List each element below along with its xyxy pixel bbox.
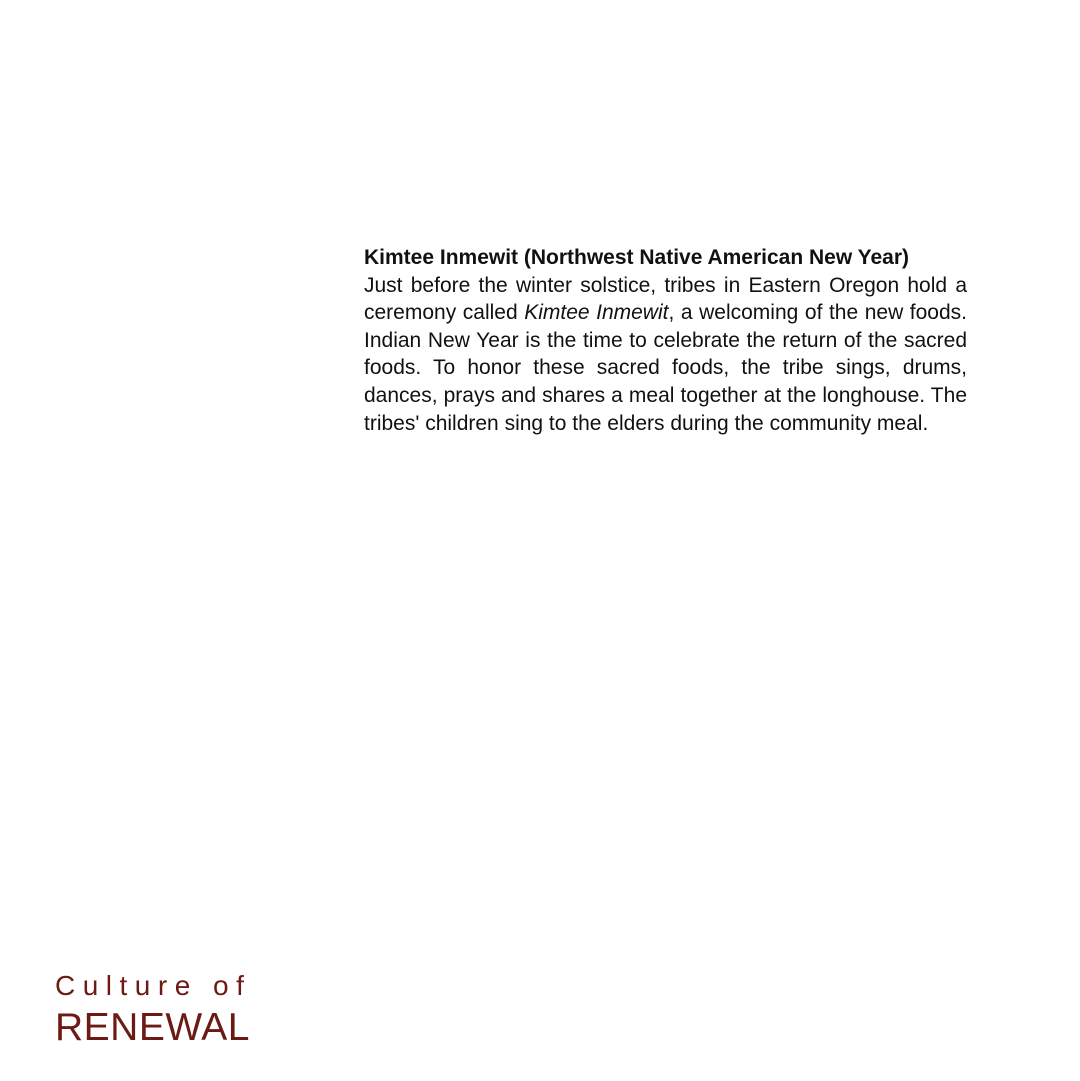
brand-line-renewal: RENEWAL: [55, 1006, 250, 1049]
article-body-ceremony-name: Kimtee Inmewit: [524, 301, 669, 325]
article-body-rest: , a welcoming of the new foods. Indian New Year is the time to celebrate the return of the sacred foods. To honor these sacred foods, the tribe sings, drums, dances, prays and shares a meal together at the longhouse. The tribes' children sing to the elders during the community meal.: [364, 301, 968, 435]
article-body-intro: Just before the winter solstice, tribes in Eastern Oregon hold a ceremony called: [364, 273, 967, 325]
article-title: Kimtee Inmewit (Northwest Native American New Year): [364, 246, 910, 269]
article: [364, 244, 967, 437]
brand-logo: [55, 966, 251, 1050]
article-body: [364, 272, 967, 438]
brand-line-culture-of: Culture of: [55, 970, 252, 1001]
